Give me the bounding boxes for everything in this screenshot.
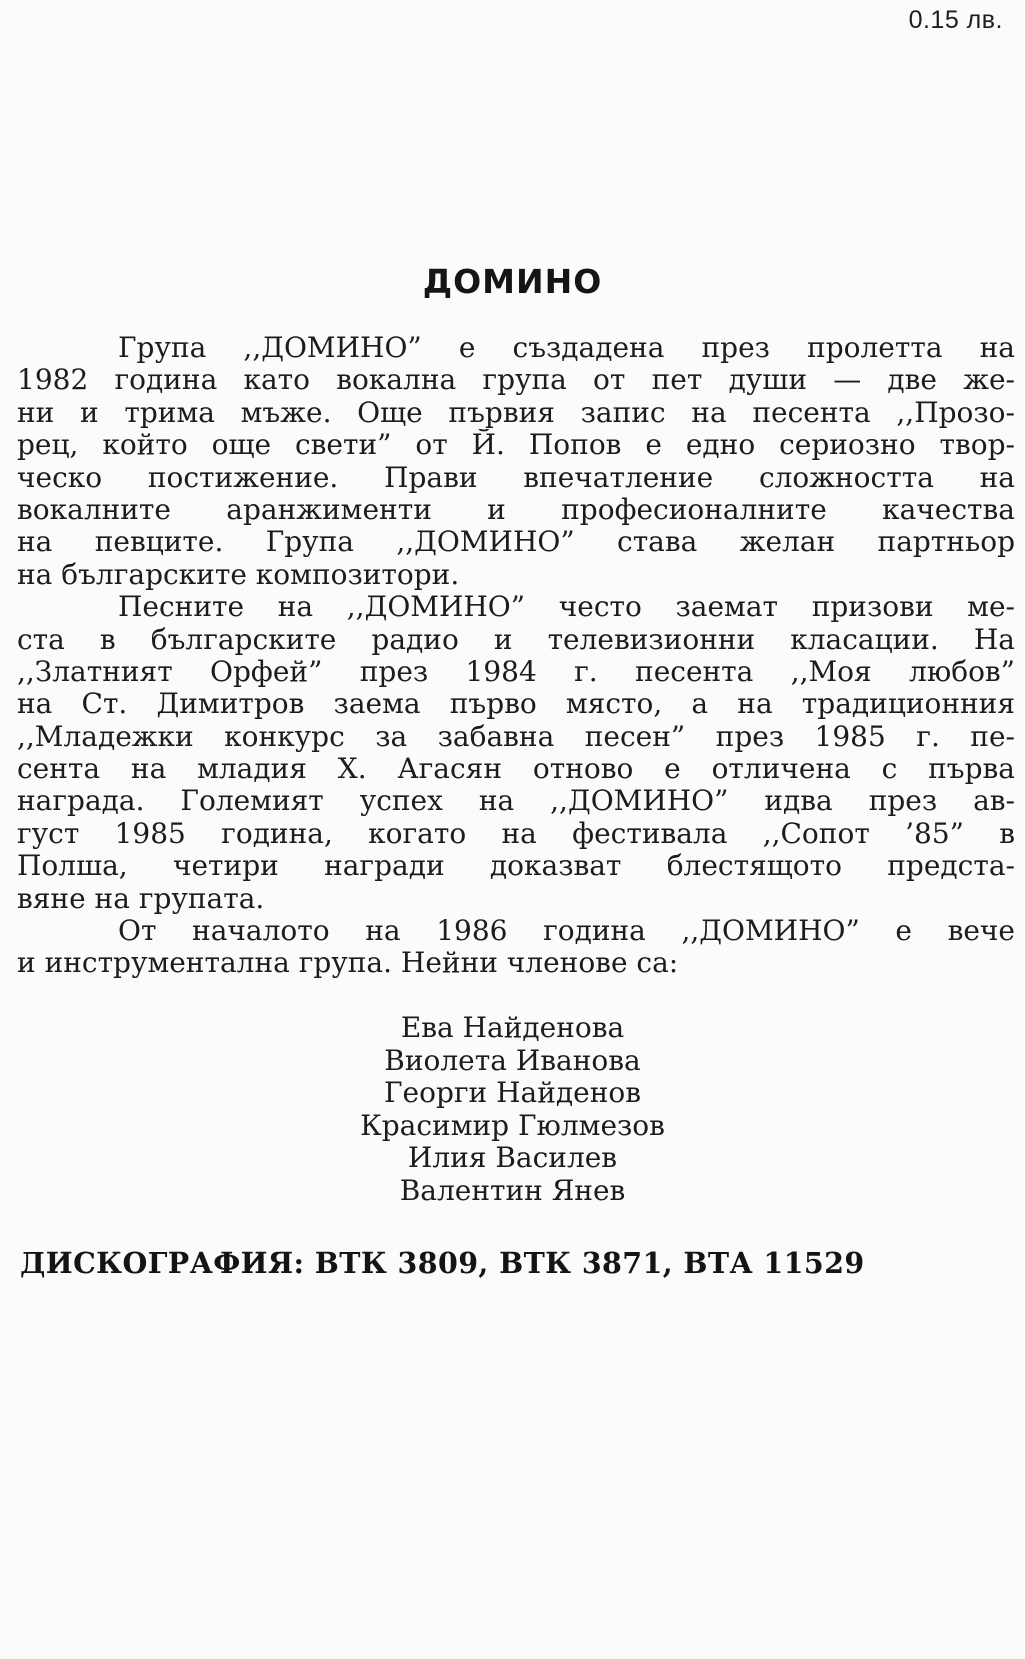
text-line: сента на младия Х. Агасян отново е отличена с първа	[17, 753, 1015, 786]
member-name: Валентин Янев	[399, 1173, 626, 1207]
member-name: Красимир Гюлмезов	[360, 1108, 665, 1142]
member-name: Ева Найденова	[400, 1011, 625, 1044]
text-line: ,,Младежки конкурс за забавна песен” през 1985 г. пе-	[17, 720, 1015, 753]
members-list	[0, 1012, 1025, 1208]
paragraph-1	[17, 332, 1015, 591]
text-line: на Ст. Димитров заема първо място, а на традиционния	[17, 688, 1015, 721]
discography-line: ДИСКОГРАФИЯ: ВТК 3809, ВТК 3871, ВТА 11529	[20, 1246, 865, 1280]
paragraph-3	[17, 915, 1015, 980]
text-line: Група ,,ДОМИНО” е създадена през пролетта на	[118, 332, 1015, 364]
text-line: От началото на 1986 година ,,ДОМИНО” е вече	[118, 915, 1015, 948]
text-line: рец, който още свети” от Й. Попов е едно сериозно твор-	[17, 429, 1015, 462]
text-line: Песните на ,,ДОМИНО” често заемат призови ме-	[118, 591, 1015, 624]
text-line: ,,Златният Орфей” през 1984 г. песента ,,Моя любов”	[17, 655, 1015, 688]
text-line: и инструментална група. Нейни членове са:	[17, 946, 679, 980]
text-line: ни и трима мъже. Още първия запис на песента ,,Прозо-	[17, 396, 1015, 429]
text-line: награда. Големият успех на ,,ДОМИНО” идва през ав-	[17, 785, 1015, 818]
text-line: вяне на групата.	[17, 881, 265, 915]
member-name: Илия Василев	[407, 1141, 618, 1175]
page-title: ДОМИНО	[422, 262, 603, 301]
text-line: Полша, четири награди доказват блестящото предста-	[17, 850, 1015, 883]
member-name: Георги Найденов	[384, 1076, 641, 1110]
text-line: на певците. Група ,,ДОМИНО” става желан партньор	[17, 526, 1015, 559]
text-line: ческо постижение. Прави впечатление сложността на	[17, 461, 1015, 494]
text-line: густ 1985 година, когато на фестивала ,,Сопот ’85” в	[17, 817, 1015, 850]
price-label: 0.15 лв.	[908, 6, 1003, 34]
text-line: 1982 година като вокална група от пет души — две же-	[17, 364, 1015, 397]
member-name: Виолета Иванова	[384, 1043, 641, 1077]
text-line: вокалните аранжименти и професионалните качества	[17, 493, 1015, 526]
article-body	[17, 332, 1015, 980]
text-line: ста в българските радио и телевизионни класации. На	[17, 623, 1015, 656]
paragraph-2	[17, 591, 1015, 915]
text-line: на българските композитори.	[17, 557, 460, 591]
